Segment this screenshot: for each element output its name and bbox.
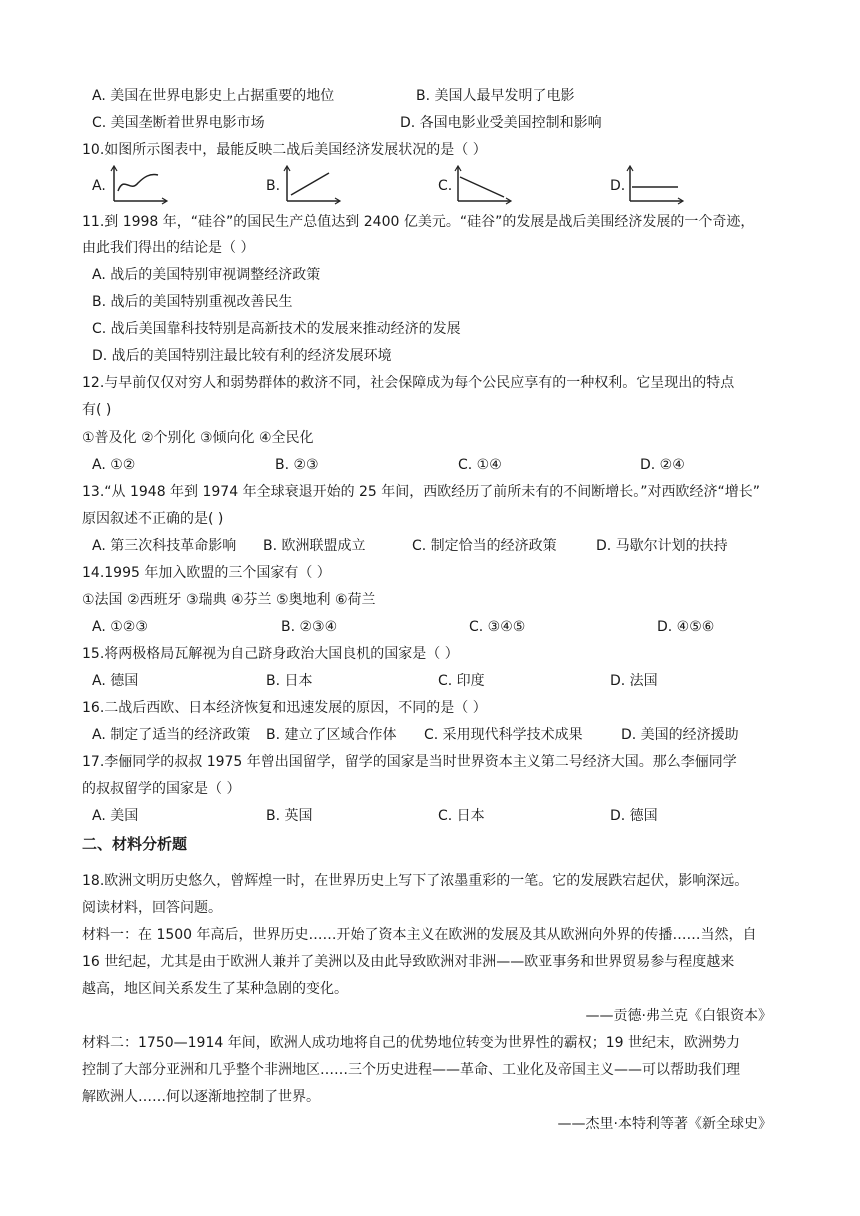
q13-stem-line2: 原因叙述不正确的是( ) bbox=[82, 511, 224, 527]
q17-option-d: D. 德国 bbox=[610, 808, 658, 824]
q10-stem: 10.如图所示图表中，最能反映二战后美国经济发展状况的是（ ） bbox=[82, 142, 487, 158]
q13-stem-line1: 13.“从 1948 年到 1974 年全球衰退开始的 25 年间，西欧经历了前所未有的不间断增长。”对西欧经济“增长” bbox=[82, 484, 761, 500]
q12-items: ①普及化 ②个别化 ③倾向化 ④全民化 bbox=[82, 430, 314, 446]
q10-option-b-label: B. bbox=[266, 178, 281, 194]
q15-option-d: D. 法国 bbox=[610, 673, 658, 689]
q15-option-a: A. 德国 bbox=[92, 673, 139, 689]
q10-option-d-label: D. bbox=[610, 178, 626, 194]
q11-stem-line2: 由此我们得出的结论是（ ） bbox=[82, 240, 255, 256]
q18-line2: 阅读材料，回答问题。 bbox=[82, 900, 222, 916]
q14-option-b: B. ②③④ bbox=[281, 619, 338, 635]
q11-option-a: A. 战后的美国特别审视调整经济政策 bbox=[92, 267, 321, 283]
q11-option-d: D. 战后的美国特别注最比较有利的经济发展环境 bbox=[92, 348, 392, 364]
material2-line2: 控制了大部分亚洲和几乎整个非洲地区……三个历史进程——革命、工业化及帝国主义——可以帮助我们理 bbox=[82, 1062, 740, 1078]
q11-stem-line1: 11.到 1998 年，“硅谷”的国民生产总值达到 2400 亿美元。“硅谷”的发展是战后美围经济发展的一个奇迹， bbox=[82, 214, 755, 230]
q9-option-b: B. 美国人最早发明了电影 bbox=[416, 88, 575, 104]
q13-option-d: D. 马歇尔计划的扶持 bbox=[596, 538, 728, 554]
q17-option-a: A. 美国 bbox=[92, 808, 139, 824]
q14-option-d: D. ④⑤⑥ bbox=[657, 619, 715, 635]
q15-option-b: B. 日本 bbox=[266, 673, 313, 689]
q17-stem-line2: 的叔叔留学的国家是（ ） bbox=[82, 781, 241, 797]
q10-option-c-graph-icon bbox=[454, 165, 514, 205]
material1-line3: 越高，地区间关系发生了某种急剧的变化。 bbox=[82, 981, 348, 997]
q12-option-d: D. ②④ bbox=[640, 457, 685, 473]
q13-option-b: B. 欧洲联盟成立 bbox=[263, 538, 366, 554]
q17-option-b: B. 英国 bbox=[266, 808, 313, 824]
q10-option-b-graph-icon bbox=[283, 165, 343, 205]
material2-line1: 材料二：1750—1914 年间，欧洲人成功地将自己的优势地位转变为世界性的霸权；19 世纪末，欧洲势力 bbox=[82, 1035, 740, 1051]
q11-option-b: B. 战后的美国特别重视改善民生 bbox=[92, 294, 293, 310]
material1-line2: 16 世纪起，尤其是由于欧洲人兼并了美洲以及由此导致欧洲对非洲——欧亚事务和世界贸易参与程度越来 bbox=[82, 954, 735, 970]
q14-items: ①法国 ②西班牙 ③瑞典 ④芬兰 ⑤奥地利 ⑥荷兰 bbox=[82, 592, 376, 608]
q16-stem: 16.二战后西欧、日本经济恢复和迅速发展的原因，不同的是（ ） bbox=[82, 700, 487, 716]
q10-option-d-graph-icon bbox=[626, 165, 686, 205]
q11-option-c: C. 战后美国靠科技特别是高新技术的发展来推动经济的发展 bbox=[92, 321, 461, 337]
q17-option-c: C. 日本 bbox=[438, 808, 485, 824]
q10-option-a-graph-icon bbox=[110, 165, 170, 205]
q16-option-d: D. 美国的经济援助 bbox=[621, 727, 739, 743]
q12-option-a: A. ①② bbox=[92, 457, 136, 473]
q15-option-c: C. 印度 bbox=[438, 673, 485, 689]
q14-stem: 14.1995 年加入欧盟的三个国家有（ ） bbox=[82, 565, 331, 581]
q14-option-c: C. ③④⑤ bbox=[469, 619, 526, 635]
q9-option-d: D. 各国电影业受美国控制和影响 bbox=[400, 115, 602, 131]
q10-option-a-label: A. bbox=[92, 178, 106, 194]
q12-option-c: C. ①④ bbox=[458, 457, 502, 473]
q9-option-a: A. 美国在世界电影史上占据重要的地位 bbox=[92, 88, 335, 104]
q12-stem-line2: 有( ) bbox=[82, 402, 112, 418]
q10-option-c-label: C. bbox=[438, 178, 453, 194]
q18-line1: 18.欧洲文明历史悠久，曾辉煌一时，在世界历史上写下了浓墨重彩的一笔。它的发展跌宕起伏，影响深远。 bbox=[82, 873, 749, 889]
q16-option-c: C. 采用现代科学技术成果 bbox=[424, 727, 583, 743]
q12-stem-line1: 12.与早前仅仅对穷人和弱势群体的救济不同，社会保障成为每个公民应享有的一种权利。它呈现出的特点 bbox=[82, 375, 735, 391]
q17-stem-line1: 17.李俪同学的叔叔 1975 年曾出国留学，留学的国家是当时世界资本主义第二号经济大国。那么李俪同学 bbox=[82, 754, 737, 770]
material1-source: ——贡德·弗兰克《白银资本》 bbox=[585, 1008, 772, 1024]
material2-source: ——杰里·本特利等著《新全球史》 bbox=[557, 1116, 772, 1132]
section-heading: 二、材料分析题 bbox=[82, 835, 188, 853]
q16-option-b: B. 建立了区域合作体 bbox=[266, 727, 397, 743]
q16-option-a: A. 制定了适当的经济政策 bbox=[92, 727, 251, 743]
material2-line3: 解欧洲人……何以逐渐地控制了世界。 bbox=[82, 1089, 320, 1105]
q13-option-a: A. 第三次科技革命影响 bbox=[92, 538, 237, 554]
material1-line1: 材料一：在 1500 年高后，世界历史……开始了资本主义在欧洲的发展及其从欧洲向外界的传播……当然，自 bbox=[82, 927, 757, 943]
q9-option-c: C. 美国垄断着世界电影市场 bbox=[92, 115, 265, 131]
q12-option-b: B. ②③ bbox=[275, 457, 319, 473]
q15-stem: 15.将两极格局瓦解视为自己跻身政治大国良机的国家是（ ） bbox=[82, 646, 459, 662]
q13-option-c: C. 制定恰当的经济政策 bbox=[412, 538, 557, 554]
q14-option-a: A. ①②③ bbox=[92, 619, 148, 635]
